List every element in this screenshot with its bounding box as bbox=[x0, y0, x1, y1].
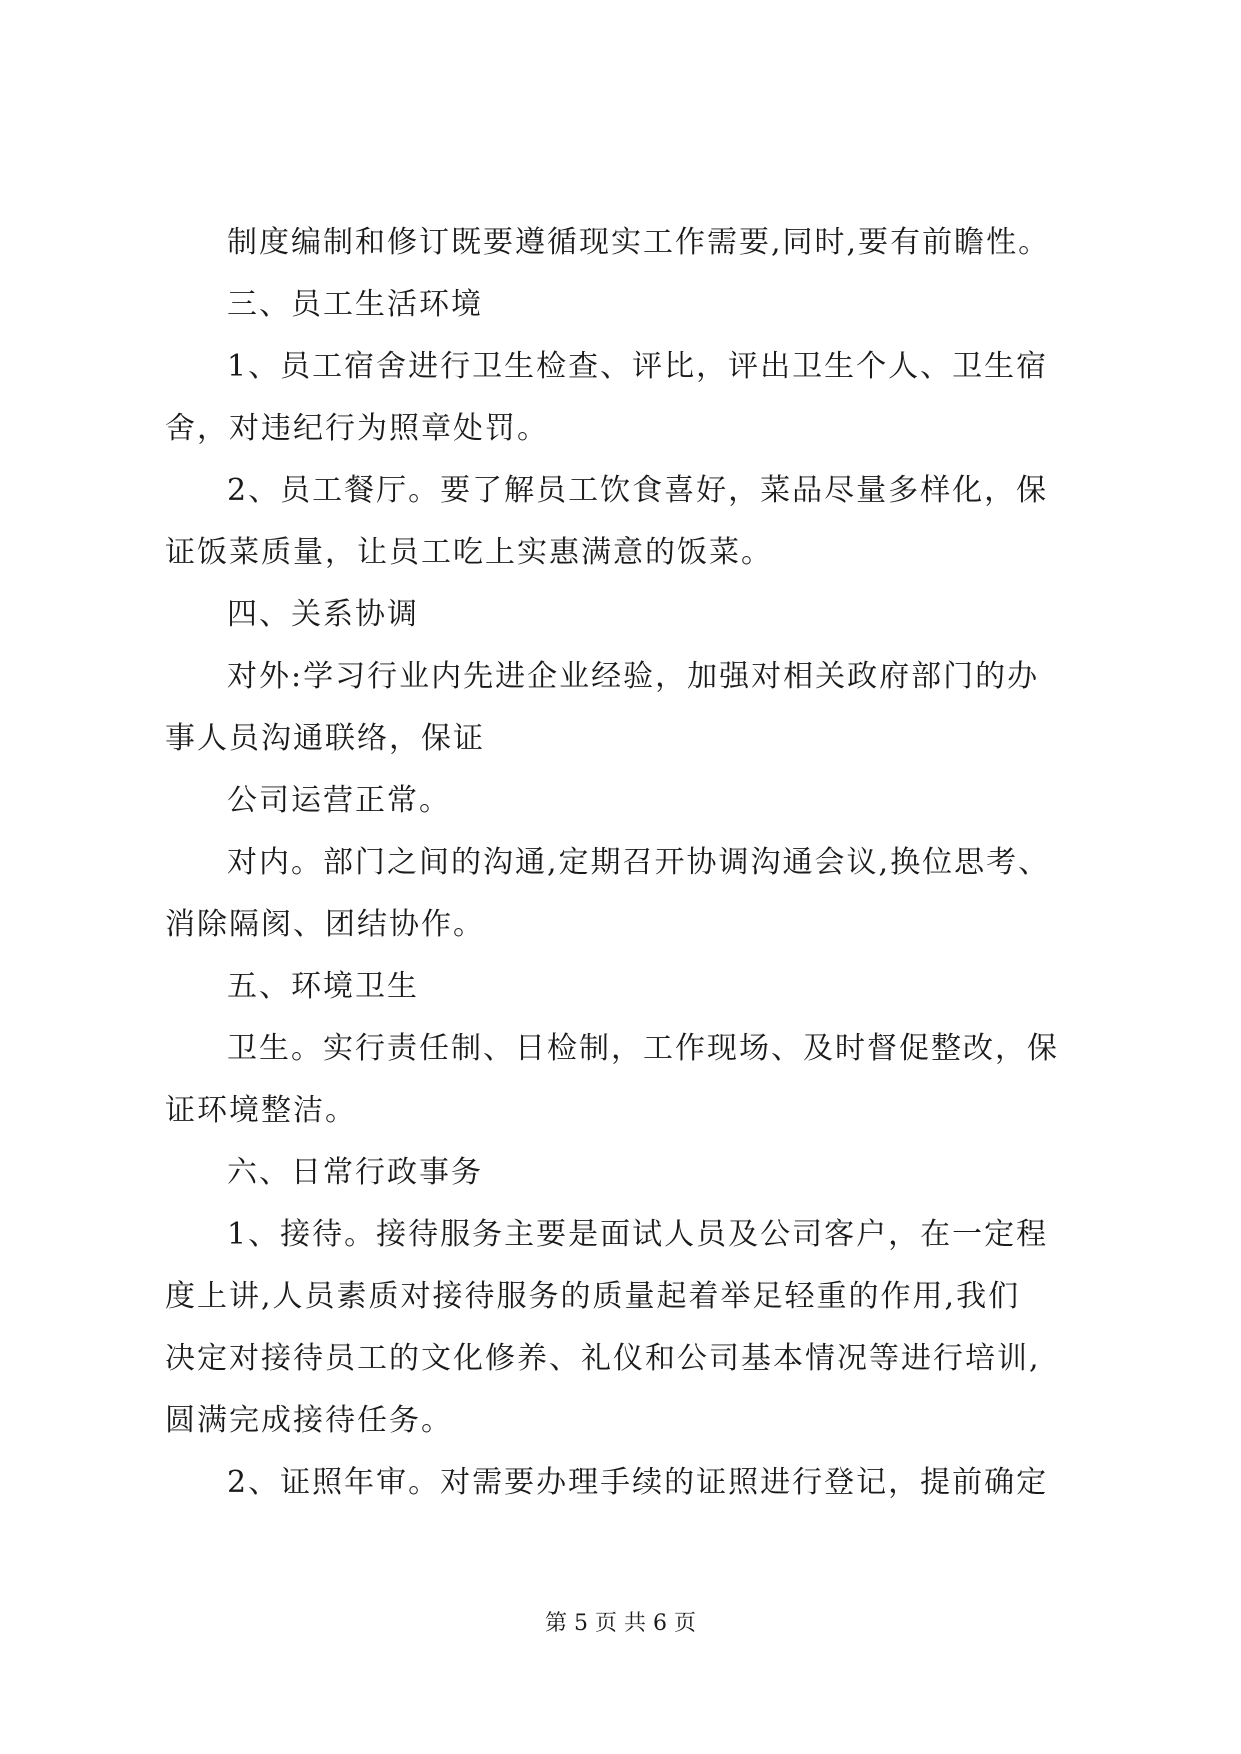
text-line: 制度编制和修订既要遵循现实工作需要,同时,要有前瞻性。 bbox=[227, 225, 1051, 260]
text-line: 对外:学习行业内先进企业经验，加强对相关政府部门的办 bbox=[227, 659, 1040, 694]
text-line: 卫生。实行责任制、日检制，工作现场、及时督促整改，保 bbox=[227, 1031, 1059, 1066]
text-line: 三、员工生活环境 bbox=[227, 287, 483, 322]
text-line: 对内。部门之间的沟通,定期召开协调沟通会议,换位思考、 bbox=[227, 845, 1051, 880]
text-line: 证饭菜质量，让员工吃上实惠满意的饭菜。 bbox=[165, 535, 773, 570]
text-line: 证环境整洁。 bbox=[165, 1093, 357, 1128]
text-line: 2、员工餐厅。要了解员工饮食喜好，菜品尽量多样化，保 bbox=[227, 473, 1049, 508]
body-text bbox=[165, 225, 1080, 1530]
text-line: 2、证照年审。对需要办理手续的证照进行登记，提前确定 bbox=[227, 1465, 1049, 1500]
text-line: 六、日常行政事务 bbox=[227, 1155, 483, 1190]
text-line: 公司运营正常。 bbox=[227, 783, 451, 818]
page-footer: 第 5 页 共 6 页 bbox=[545, 1611, 696, 1636]
text-line: 五、环境卫生 bbox=[227, 969, 419, 1004]
text-line: 1、接待。接待服务主要是面试人员及公司客户，在一定程 bbox=[227, 1217, 1049, 1252]
text-line: 四、关系协调 bbox=[227, 597, 419, 632]
text-line: 决定对接待员工的文化修养、礼仪和公司基本情况等进行培训, bbox=[165, 1341, 1041, 1376]
text-line: 1、员工宿舍进行卫生检查、评比，评出卫生个人、卫生宿 bbox=[227, 349, 1049, 384]
text-line: 事人员沟通联络，保证 bbox=[165, 721, 485, 756]
text-line: 圆满完成接待任务。 bbox=[165, 1403, 453, 1438]
text-line: 舍，对违纪行为照章处罚。 bbox=[165, 411, 549, 446]
text-line: 度上讲,人员素质对接待服务的质量起着举足轻重的作用,我们 bbox=[165, 1279, 1021, 1314]
text-line: 消除隔阂、团结协作。 bbox=[165, 907, 485, 942]
